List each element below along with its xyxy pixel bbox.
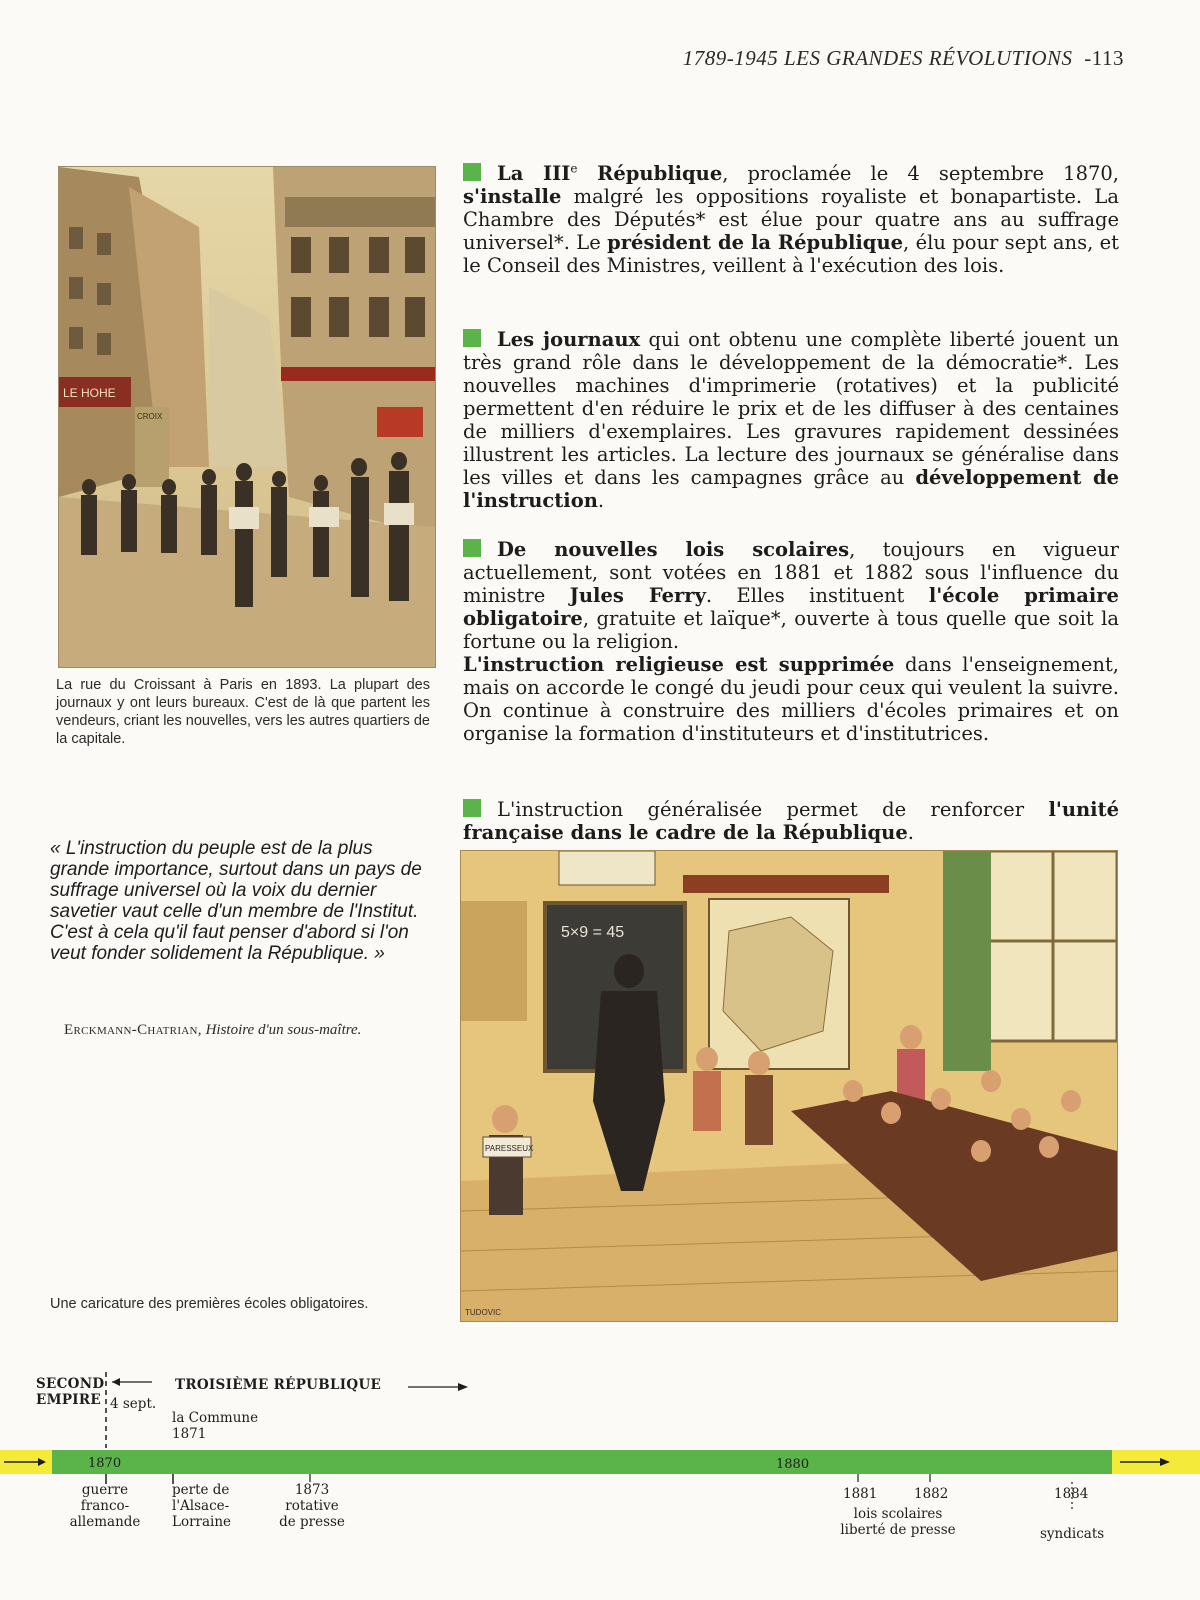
event-label: Lorraine [172,1514,232,1530]
text-run: L'instruction généralisée permet de renforcer [497,798,1049,821]
quote-work: Histoire d'un sous-maître. [205,1022,362,1038]
tick-1880: 1880 [776,1457,810,1472]
school-illustration [460,850,1118,1322]
text-run: On continue à construire des milliers d'écoles primaires et on organise la formation d'instituteurs et d'institutrices. [463,699,1119,745]
running-header [683,46,1124,71]
bold-term: Les journaux [497,328,641,351]
era-label: EMPIRE [36,1392,102,1408]
bold-term: République [577,162,723,185]
year-1884: 1884 [1054,1486,1089,1502]
bold-term: La III [497,162,571,185]
dunce-sign: PARESSEUX [485,1144,534,1153]
school-caption: Une caricature des premières écoles obligatoires. [50,1296,369,1312]
text-run: qui ont obtenu une complète liberté jouent un très grand rôle dans le développement de la démocratie*. Les nouvelles machines d'imprimerie (rotatives) et la publicité permettent d'en réduire le prix et de les diffuser à des centaines de milliers d'exemplaires. Les gravures rapidement dessinées illustrent les articles. La lecture des journaux se généralise dans les villes et dans les campagnes grâce au [463,328,1119,489]
paragraph-journaux [463,328,1119,512]
bold-term: développement de l'instruction [463,466,1119,512]
bullet-square-icon [463,329,481,347]
text-run: . [597,489,605,512]
timeline-main-segment [52,1450,1112,1474]
event-label: guerre [81,1482,129,1498]
text-run: , gratuite et laïque*, ouverte à tous quelle que soit la fortune ou la religion. [463,607,1119,653]
paragraph-lois-scolaires [463,538,1119,745]
era-label: SECOND [36,1376,105,1392]
quote-attribution [64,1022,434,1039]
shop-sign: LE HOHE [63,386,116,400]
era-troisieme-republique: TROISIÈME RÉPUBLIQUE [175,1377,382,1393]
event-label: lois scolaires [853,1506,943,1522]
text-run: . Elles instituent [705,584,929,607]
text-run: malgré les oppositions royaliste et bonapartiste. La Chambre des Députés* est élue pour quatre ans au suffrage universel*. Le [463,185,1119,254]
quote-line-2: C'est à cela qu'il faut penser d'abord si l'on veut fonder solidement la République. » [50,922,409,964]
bold-term: s'installe [463,185,562,208]
timeline-bar [0,1450,1200,1474]
event-label: de presse [279,1514,345,1530]
bullet-square-icon [463,163,481,181]
bold-term: Jules Ferry [569,584,706,607]
bullet-square-icon [463,539,481,557]
artist-signature: TUDOVIC [465,1308,501,1317]
paragraph-republique [463,162,1119,277]
text-run: , élu pour sept ans, et le Conseil des Ministres, veillent à l'exécution des lois. [463,231,1119,277]
header-title: 1789-1945 LES GRANDES RÉVOLUTIONS [682,46,1073,70]
event-label: 1873 [294,1482,330,1498]
blackboard-text: 5×9 = 45 [561,924,625,941]
event-guerre [50,1482,160,1530]
bold-term: l'unité française dans le cadre de la République [463,798,1119,844]
bold-term: L'instruction religieuse est supprimée [463,653,895,676]
event-lois-scolaires [818,1506,978,1538]
bold-term: l'école primaire obligatoire [463,584,1119,630]
quote-line-1: « L'instruction du peuple est de la plus grande importance, surtout dans un pays de suffrage universel où la voix du dernier savetier vaut celle d'un membre de l'Institut. [50,838,422,922]
paragraph-unite [463,798,1119,844]
era-second-empire [36,1376,104,1408]
bold-term: président de la République [607,231,904,254]
page-number: -113 [1084,46,1124,70]
event-label: allemande [69,1514,141,1530]
event-label: l'Alsace- [172,1498,230,1514]
event-perte-alsace [172,1482,231,1530]
event-label: la Commune [172,1410,259,1426]
event-label: franco- [80,1498,130,1514]
event-rotative [262,1482,362,1530]
event-syndicats: syndicats [1040,1526,1105,1542]
bullet-square-icon [463,799,481,817]
event-label: liberté de presse [840,1522,956,1538]
event-label: 1871 [172,1426,207,1442]
text-run: , proclamée le 4 septembre 1870, [722,162,1120,185]
street-caption: La rue du Croissant à Paris en 1893. La plupart des journaux y ont leurs bureaux. C'est de là que partent les vendeurs, criant les nouvelles, vers les autres quartiers de la capitale. [56,677,430,747]
quote-author: Erckmann-Chatrian, [64,1022,202,1038]
date-4-sept: 4 sept. [110,1396,157,1412]
event-label: perte de [172,1482,230,1498]
street-illustration [58,166,436,668]
poster-text: CROIX [137,412,163,421]
event-label: rotative [285,1498,339,1514]
event-commune [172,1410,258,1442]
tick-1870: 1870 [88,1456,122,1471]
text-run: dans l'enseignement, mais on accorde le congé du jeudi pour ceux qui veulent la suivre. [463,653,1119,699]
text-run: , toujours en vigueur actuellement, sont votées en 1881 et 1882 sous l'influence du ministre [463,538,1120,607]
bold-term: De nouvelles lois scolaires [497,538,850,561]
text-run: . [907,821,914,844]
quote-block [50,838,430,964]
superscript: e [570,161,578,176]
year-1882: 1882 [914,1486,949,1502]
year-1881: 1881 [843,1486,878,1502]
